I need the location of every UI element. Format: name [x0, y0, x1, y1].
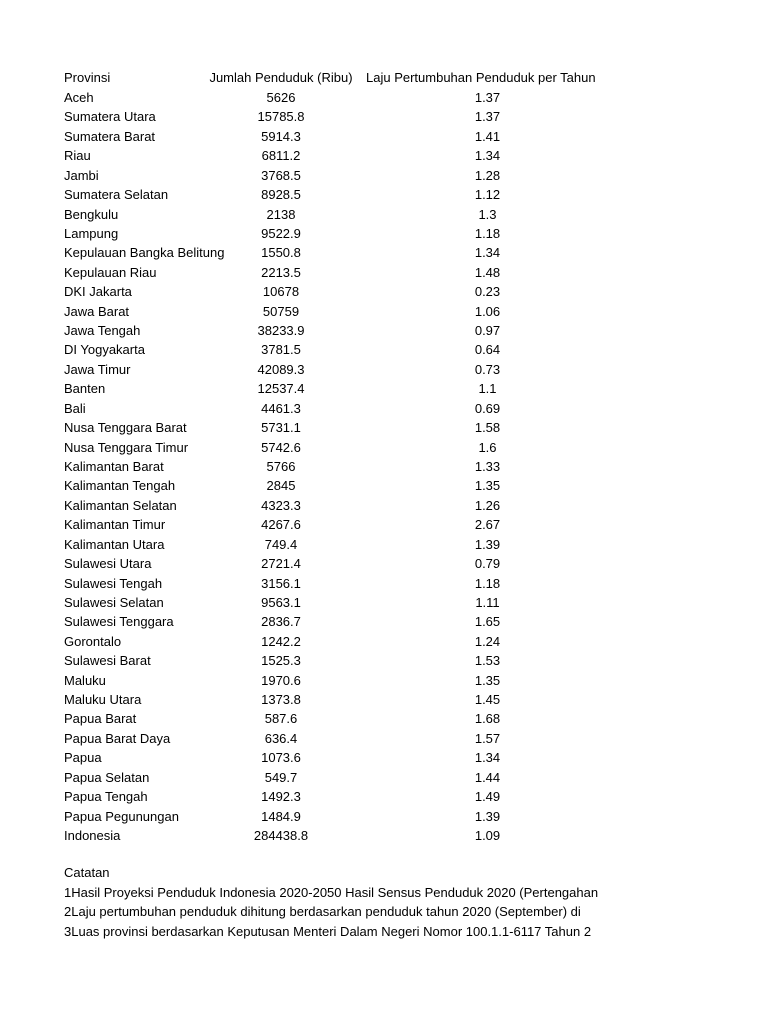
cell-population: 38233.9	[257, 323, 305, 339]
cell-growth: 1.3	[478, 206, 497, 222]
cell-province: Papua Barat Daya	[64, 730, 171, 746]
cell-growth: 1.09	[474, 827, 501, 843]
cell-growth: 1.33	[474, 458, 501, 474]
cell-population: 10678	[262, 284, 300, 300]
cell-province: DKI Jakarta	[64, 284, 132, 300]
cell-population: 4267.6	[261, 517, 301, 533]
cell-growth: 1.65	[474, 614, 501, 630]
cell-province: Maluku	[64, 672, 106, 688]
cell-growth: 1.48	[474, 264, 501, 280]
cell-province: Sumatera Barat	[64, 128, 156, 144]
cell-population: 50759	[262, 303, 300, 319]
cell-growth: 1.12	[474, 187, 501, 203]
table-row	[0, 574, 768, 593]
cell-growth: 0.79	[474, 556, 501, 572]
cell-province: Jawa Barat	[64, 303, 130, 319]
cell-province: Sulawesi Tenggara	[64, 614, 174, 630]
cell-growth: 1.44	[474, 769, 501, 785]
cell-growth: 1.26	[474, 497, 501, 513]
cell-population: 5731.1	[261, 420, 301, 436]
table-row	[0, 690, 768, 709]
cell-growth: 1.39	[474, 536, 501, 552]
cell-population: 9522.9	[261, 225, 301, 241]
cell-growth: 1.41	[474, 128, 501, 144]
table-row	[0, 185, 768, 204]
table-header-row	[0, 68, 768, 87]
cell-population: 8928.5	[261, 187, 301, 203]
cell-province: Kalimantan Utara	[64, 536, 165, 552]
cell-population: 1550.8	[261, 245, 301, 261]
table-row	[0, 360, 768, 379]
header-growth: Laju Pertumbuhan Penduduk per Tahun	[366, 70, 596, 85]
cell-province: Kalimantan Barat	[64, 458, 164, 474]
cell-growth: 1.57	[474, 730, 501, 746]
table-row	[0, 379, 768, 398]
cell-population: 587.6	[264, 711, 298, 727]
table-row	[0, 807, 768, 826]
table-row	[0, 418, 768, 437]
cell-growth: 1.49	[474, 789, 501, 805]
table-row	[0, 263, 768, 282]
cell-population: 636.4	[264, 730, 298, 746]
cell-growth: 0.23	[474, 284, 501, 300]
table-row	[0, 438, 768, 457]
cell-population: 1970.6	[261, 672, 301, 688]
cell-growth: 0.64	[474, 342, 501, 358]
table-row	[0, 671, 768, 690]
table-row	[0, 146, 768, 165]
cell-population: 2138	[266, 206, 296, 222]
cell-province: Bengkulu	[64, 206, 119, 222]
table-row	[0, 515, 768, 534]
cell-growth: 1.24	[474, 633, 501, 649]
table-row	[0, 554, 768, 573]
cell-province: Maluku Utara	[64, 692, 142, 708]
cell-population: 749.4	[264, 536, 298, 552]
cell-province: Nusa Tenggara Timur	[64, 439, 189, 455]
cell-population: 549.7	[264, 769, 298, 785]
cell-province: Lampung	[64, 225, 119, 241]
cell-province: Sulawesi Barat	[64, 653, 151, 669]
cell-province: Papua Selatan	[64, 769, 150, 785]
table-row	[0, 593, 768, 612]
table-row	[0, 496, 768, 515]
note-line-2: 2Laju pertumbuhan penduduk dihitung berdasarkan penduduk tahun 2020 (September) di	[64, 904, 581, 919]
note-line-1: 1Hasil Proyeksi Penduduk Indonesia 2020-2050 Hasil Sensus Penduduk 2020 (Pertengahan	[64, 884, 599, 900]
cell-population: 1484.9	[261, 808, 301, 824]
cell-province: Banten	[64, 381, 106, 397]
cell-population: 2845	[266, 478, 296, 494]
cell-population: 42089.3	[257, 361, 305, 377]
cell-population: 2213.5	[261, 264, 301, 280]
cell-growth: 1.35	[474, 672, 501, 688]
cell-province: Kalimantan Selatan	[64, 497, 177, 513]
cell-growth: 0.97	[474, 323, 501, 339]
cell-growth: 2.67	[474, 517, 501, 533]
cell-province: Sumatera Utara	[64, 109, 156, 125]
cell-growth: 1.06	[474, 303, 501, 319]
cell-growth: 1.68	[474, 711, 501, 727]
cell-population: 5626	[266, 90, 296, 105]
table-row	[0, 321, 768, 340]
table-row	[0, 457, 768, 476]
table-row	[0, 651, 768, 670]
cell-population: 6811.2	[261, 148, 301, 164]
cell-province: Kalimantan Timur	[64, 517, 166, 533]
cell-province: Papua Pegunungan	[64, 808, 179, 824]
cell-population: 2721.4	[261, 556, 301, 572]
cell-growth: 1.35	[474, 478, 501, 494]
table-row	[0, 476, 768, 495]
cell-growth: 1.34	[474, 245, 501, 261]
cell-province: Bali	[64, 400, 86, 416]
cell-province: Indonesia	[64, 827, 121, 843]
cell-growth: 1.37	[474, 90, 501, 105]
cell-population: 1242.2	[261, 633, 301, 649]
cell-province: Riau	[64, 148, 91, 164]
cell-population: 4323.3	[261, 497, 301, 513]
table-row	[0, 612, 768, 631]
cell-population: 5742.6	[261, 439, 301, 455]
cell-province: Papua Barat	[64, 711, 137, 727]
table-row	[0, 768, 768, 787]
table-row	[0, 224, 768, 243]
cell-growth: 1.45	[474, 692, 501, 708]
header-population: Jumlah Penduduk (Ribu)	[209, 70, 353, 85]
cell-population: 1492.3	[261, 789, 301, 805]
cell-population: 3156.1	[261, 575, 301, 591]
cell-province: Papua Tengah	[64, 789, 148, 805]
cell-population: 3781.5	[261, 342, 301, 358]
table-row	[0, 748, 768, 767]
cell-province: Kalimantan Tengah	[64, 478, 176, 494]
cell-growth: 1.37	[474, 109, 501, 125]
cell-growth: 1.18	[474, 575, 501, 591]
cell-province: Aceh	[64, 90, 94, 105]
table-row	[0, 166, 768, 185]
cell-growth: 1.53	[474, 653, 501, 669]
cell-population: 15785.8	[257, 109, 305, 125]
cell-province: Nusa Tenggara Barat	[64, 420, 187, 436]
table-row	[0, 107, 768, 126]
table-row	[0, 826, 768, 845]
cell-population: 284438.8	[253, 827, 309, 843]
cell-population: 1073.6	[261, 750, 301, 766]
cell-population: 3768.5	[261, 167, 301, 183]
table-row	[0, 729, 768, 748]
cell-province: DI Yogyakarta	[64, 342, 145, 358]
cell-growth: 1.28	[474, 167, 501, 183]
cell-growth: 1.18	[474, 225, 501, 241]
cell-growth: 0.69	[474, 400, 501, 416]
cell-province: Sumatera Selatan	[64, 187, 169, 203]
cell-growth: 1.34	[474, 148, 501, 164]
cell-growth: 1.11	[475, 594, 500, 610]
cell-province: Sulawesi Selatan	[64, 594, 164, 610]
table-row	[0, 787, 768, 806]
notes-section	[64, 863, 616, 941]
cell-province: Jambi	[64, 167, 99, 183]
cell-population: 1373.8	[261, 692, 301, 708]
table-row	[0, 535, 768, 554]
cell-growth: 1.58	[474, 420, 501, 436]
table-row	[0, 205, 768, 224]
cell-population: 1525.3	[261, 653, 301, 669]
table-row	[0, 243, 768, 262]
cell-population: 12537.4	[257, 381, 305, 397]
table-row	[0, 340, 768, 359]
cell-growth: 1.34	[474, 750, 501, 766]
cell-population: 4461.3	[261, 400, 301, 416]
cell-province: Sulawesi Utara	[64, 556, 152, 572]
cell-province: Kepulauan Riau	[64, 264, 157, 280]
table-row	[0, 88, 768, 107]
table-row	[0, 282, 768, 301]
cell-population: 9563.1	[261, 594, 301, 610]
cell-province: Kepulauan Bangka Belitung	[64, 245, 225, 261]
cell-province: Papua	[64, 750, 102, 766]
cell-growth: 1.6	[478, 439, 497, 455]
table-row	[0, 302, 768, 321]
cell-population: 5766	[266, 458, 296, 474]
cell-province: Jawa Tengah	[64, 323, 141, 339]
table-row	[0, 399, 768, 418]
table-row	[0, 709, 768, 728]
note-line-3: 3Luas provinsi berdasarkan Keputusan Menteri Dalam Negeri Nomor 100.1.1-6117 Tahun 2	[64, 923, 592, 939]
cell-growth: 1.39	[474, 808, 501, 824]
cell-growth: 1.1	[478, 381, 497, 397]
cell-population: 2836.7	[261, 614, 301, 630]
cell-province: Jawa Timur	[64, 361, 131, 377]
cell-growth: 0.73	[474, 361, 501, 377]
header-province: Provinsi	[64, 70, 111, 85]
table-row	[0, 127, 768, 146]
cell-population: 5914.3	[261, 128, 301, 144]
cell-province: Gorontalo	[64, 633, 122, 649]
cell-province: Sulawesi Tengah	[64, 575, 163, 591]
table-row	[0, 632, 768, 651]
notes-title: Catatan	[64, 865, 110, 880]
